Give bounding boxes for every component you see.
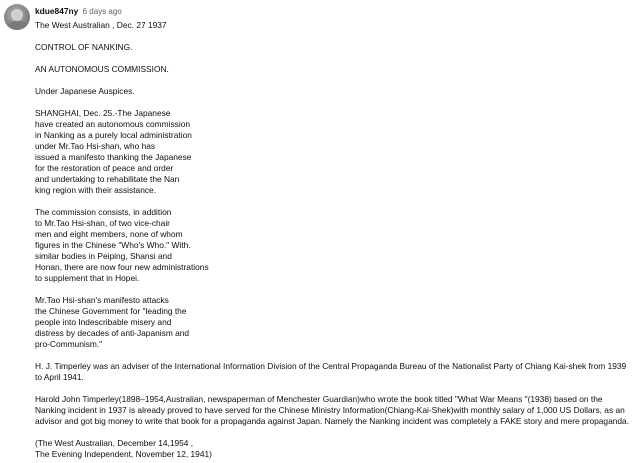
comment-text-line: for the restoration of peace and order [35, 163, 174, 173]
comment-body [35, 5, 635, 463]
comment-paragraph [35, 438, 635, 460]
comment-text-line: CONTROL OF NANKING. [35, 42, 133, 52]
comment-text-line: The Evening Independent, November 12, 1941) [35, 449, 212, 459]
comment-text [35, 20, 635, 460]
comment-text-line: king region with their assistance. [35, 185, 157, 195]
comment-text-line: Harold John Timperley(1898–1954,Australian, newspaperman of Menchester Guardian)who wrote the book titled "What War Means "(1938) based on the Nanking incident in 1937 is already proved to have served for the Chinese Ministry Information(Chiang-Kai-Shek)with monthly salary of 1,000 US Dollars, as an advisor and got big money to write that book for a propaganda against Japan. Namely the Nanking incident was completely a FAKE story and mere propaganda. [35, 394, 630, 426]
author-name-link[interactable]: kdue847ny [35, 6, 79, 16]
comment-text-line: Honan, there are now four new administrations [35, 262, 209, 272]
comment-text-line: H. J. Timperley was an adviser of the International Information Division of the Central Propaganda Bureau of the Nationalist Party of Chiang Kai-shek from 1939 to April 1941. [35, 361, 627, 382]
comment-text-line: similar bodies in Peiping, Shansi and [35, 251, 172, 261]
comment-paragraph [35, 394, 635, 427]
comment-text-line: pro-Communism." [35, 339, 103, 349]
comment-paragraph [35, 207, 635, 284]
comment-paragraph [35, 108, 635, 196]
comment-text-line: figures in the Chinese "Who's Who." With. [35, 240, 191, 250]
comment-text-line: men and eight members, none of whom [35, 229, 183, 239]
comment-text-line: The commission consists, in addition [35, 207, 172, 217]
comment-paragraph [35, 361, 635, 383]
comment-text-line: and undertaking to rehabilitate the Nan [35, 174, 180, 184]
comment-text-line: have created an autonomous commission [35, 119, 191, 129]
comment-paragraph [35, 42, 635, 53]
comment-text-line: Under Japanese Auspices. [35, 86, 135, 96]
comment-text-line: to supplement that in Hopei. [35, 273, 140, 283]
comment-text-line: in Nanking as a purely local administration [35, 130, 192, 140]
comment-text-line: The West Australian , Dec. 27 1937 [35, 20, 167, 30]
comment-text-line: the Chinese Government for "leading the [35, 306, 187, 316]
comment-text-line: people into Indescribable misery and [35, 317, 172, 327]
comment-text-line: Mr.Tao Hsi-shan's manifesto attacks [35, 295, 169, 305]
comment-text-line: AN AUTONOMOUS COMMISSION. [35, 64, 169, 74]
comment-paragraph [35, 295, 635, 350]
comment-timestamp-link[interactable]: 6 days ago [82, 7, 122, 16]
comment-header [35, 5, 635, 17]
comment-paragraph [35, 20, 635, 31]
comment-text-line: SHANGHAI, Dec. 25.-The Japanese [35, 108, 171, 118]
comment-text-line: issued a manifesto thanking the Japanese [35, 152, 192, 162]
author-avatar[interactable] [4, 4, 30, 30]
comment-text-line: distress by decades of anti-Japanism and [35, 328, 190, 338]
comment-text-line: to Mr.Tao Hsi-shan, of two vice-chair [35, 218, 170, 228]
comment-text-line: (The West Australian, December 14,1954 , [35, 438, 194, 448]
comment-paragraph [35, 86, 635, 97]
comment-text-line: under Mr.Tao Hsi-shan, who has [35, 141, 156, 151]
comment-paragraph [35, 64, 635, 75]
